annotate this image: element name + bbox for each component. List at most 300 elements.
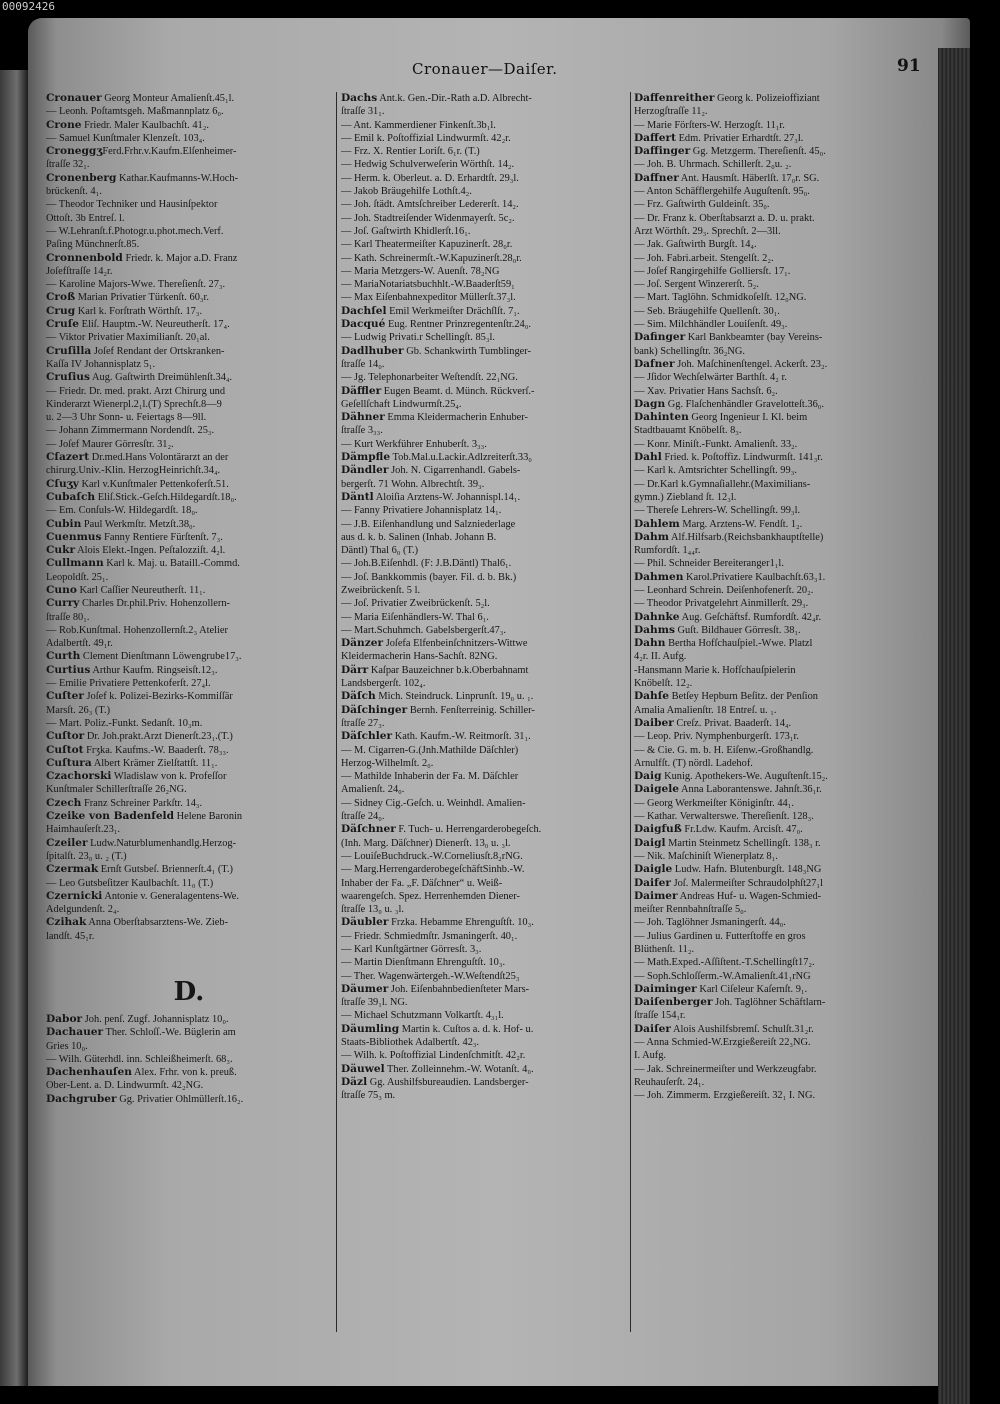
entry-details: — Joſef Maurer Görresſtr. 31₂. (46, 438, 174, 450)
directory-entry (46, 158, 332, 171)
directory-entry (46, 238, 332, 251)
entry-surname: Daffenreither (634, 92, 715, 104)
directory-entry (46, 198, 332, 211)
directory-entry (46, 438, 332, 451)
entry-surname: Dahnke (634, 610, 680, 623)
directory-entry (634, 877, 924, 890)
entry-surname: Däumer (341, 982, 389, 995)
directory-entry (46, 371, 332, 384)
entry-surname: Daffinger (634, 145, 691, 158)
directory-entry (46, 398, 332, 411)
entry-details: — Leop. Priv. Nymphenburgerſt. 173₁r. (634, 731, 799, 743)
entry-surname: Däſchner (341, 823, 396, 836)
directory-entry (634, 624, 924, 637)
directory-entry (46, 690, 332, 703)
entry-details: Arzt Wörthſt. 29₃. Sprechſt. 2—3ll. (634, 225, 781, 237)
entry-surname: Dafner (634, 357, 675, 370)
directory-entry (341, 624, 625, 637)
page-number: 91 (897, 56, 921, 76)
directory-entry (341, 132, 625, 145)
directory-entry (341, 398, 625, 411)
entry-surname: Curth (46, 650, 81, 663)
entry-details: Karol.Privatiere Kaulbachſt.63₃1. (683, 571, 826, 583)
directory-entry (341, 531, 625, 544)
column-2-entries (341, 92, 625, 1103)
entry-details: — Herm. k. Oberleut. a. D. Erhardtſt. 29₃l. (341, 172, 519, 184)
entry-details: brückenſt. 4₁. (46, 186, 102, 198)
entry-details: Zweibrückenſt. 5 l. (341, 584, 421, 596)
directory-entry (46, 1093, 332, 1106)
directory-entry (341, 358, 625, 371)
directory-entry (46, 504, 332, 517)
entry-details: I. Aufg. (634, 1050, 667, 1062)
directory-entry (634, 198, 924, 211)
directory-entry (46, 145, 332, 158)
directory-entry (46, 518, 332, 531)
running-head: Cronauer—Daiſer. (412, 60, 558, 78)
entry-details: — Jak. Gaſtwirth Burgſt. 14₄. (634, 239, 757, 251)
entry-details: F. Tuch- u. Herrengarderobegeſch. (395, 824, 542, 836)
directory-entry (634, 916, 924, 929)
entry-details: — Joſef Rangirgehilfe Golliersſt. 17₁. (634, 265, 791, 277)
entry-surname: Cronnenbold (46, 251, 123, 264)
directory-entry (634, 690, 924, 703)
entry-details: Albert Krämer Zielſtattſt. 11₁. (91, 757, 218, 769)
entry-details: — Frz. Gaſtwirth Guldeinſt. 35₀. (634, 199, 770, 211)
entry-details: Franz Schreiner Parkſtr. 14₃. (81, 797, 203, 809)
entry-surname: Däubler (341, 916, 389, 929)
directory-entry (46, 704, 332, 717)
directory-entry (341, 970, 625, 983)
entry-details: — Nik. Maſchiniſt Wienerplatz 8₁. (634, 850, 778, 862)
entry-details: — Joſ. Gaſtwirth Khidlerſt.16₁. (341, 225, 471, 237)
entry-details: Wladislaw von k. Profeſſor (111, 771, 227, 783)
entry-surname: Dahms (634, 623, 675, 636)
directory-entry (634, 438, 924, 451)
entry-details: — & Cie. G. m. b. H. Eiſenw.-Großhandlg. (634, 744, 814, 756)
directory-entry (341, 677, 625, 690)
entry-details: Kunig. Apothekers-We. Auguſtenſt.15₂. (661, 771, 828, 783)
directory-entry (341, 863, 625, 876)
directory-entry (46, 265, 332, 278)
directory-entry (341, 797, 625, 810)
entry-details: u. 2—3 Uhr Sonn- u. Feiertags 8—9ll. (46, 412, 207, 424)
column-3-entries (634, 92, 924, 1103)
entry-surname: Daifer (634, 876, 671, 889)
entry-details: Dr. Joh.prakt.Arzt Dienerſt.23₁.(T.) (84, 731, 233, 743)
entry-surname: Cuenmus (46, 530, 102, 543)
entry-details: Joſefſtraſſe 14₂r. (46, 265, 113, 277)
directory-entry (46, 650, 332, 663)
directory-entry (46, 1040, 332, 1053)
directory-entry (634, 132, 924, 145)
entry-details: Kaſpar Bauzeichner b.k.Oberbahnamt (368, 664, 529, 676)
directory-entry (634, 252, 924, 265)
entry-details: — Mart.Schuhmch. Gabelsbergerſt.47₃. (341, 624, 507, 636)
entry-details: waarengeſch. Spez. Herrenhemden Diener- (341, 890, 520, 902)
entry-details: — Sidney Cig.-Geſch. u. Weinhdl. Amalien- (341, 797, 526, 809)
directory-entry (634, 1023, 924, 1036)
directory-entry (341, 877, 625, 890)
directory-entry (341, 158, 625, 171)
entry-surname: Daigle (634, 863, 673, 876)
entry-surname: Daigfuß (634, 823, 682, 836)
column-1-entries-bottom (46, 1013, 332, 1106)
directory-entry (341, 1076, 625, 1089)
entry-details: Reuhauſerſt. 24₁. (634, 1076, 705, 1088)
directory-entry (341, 744, 625, 757)
entry-details: bergerſt. 71 Wohn. Albrechtſt. 39₃. (341, 478, 485, 490)
directory-entry (341, 411, 625, 424)
directory-entry (341, 345, 625, 358)
entry-details: Gries 10₀. (46, 1040, 88, 1052)
directory-entry (634, 850, 924, 863)
directory-entry (634, 770, 924, 783)
directory-entry (46, 172, 332, 185)
entry-surname: Dändler (341, 464, 389, 477)
entry-details: Adelgundenſt. 2₄. (46, 904, 120, 916)
directory-entry (46, 305, 332, 318)
entry-details: Ther. Zolleinnehm.-W. Wotanſt. 4₀. (384, 1063, 534, 1075)
entry-surname: Cubaſch (46, 490, 96, 503)
entry-details: Ant. Hausmſt. Häberlſt. 17₀r. SG. (678, 172, 820, 184)
entry-details: Landsbergerſt. 102₄. (341, 678, 426, 690)
entry-surname: Dagn (634, 397, 666, 410)
directory-entry (634, 637, 924, 650)
entry-details: Ludw. Hafn. Blutenburgſt. 148₃NG (672, 864, 822, 876)
entry-details: — Karl Kunſtgärtner Görresſt. 3₃. (341, 944, 482, 955)
entry-details: Stadtbauamt Knöbelſt. 8₃. (634, 425, 742, 437)
scan-id: 00092426 (2, 0, 55, 13)
directory-entry (46, 358, 332, 371)
directory-entry (341, 650, 625, 663)
entry-details: Gb. Schankwirth Tumblinger- (403, 345, 531, 357)
directory-entry (634, 744, 924, 757)
entry-surname: Dachgruber (46, 1092, 117, 1105)
entry-surname: Däſchinger (341, 703, 408, 716)
entry-details: — Joh.B.Eiſenhdl. (F: J.B.Däntl) Thal6₁. (341, 558, 512, 570)
entry-details: Leopoldſt. 25₁. (46, 571, 109, 583)
entry-details: — Leo Gutsbeſitzer Kaulbachſt. 11₀ (T.) (46, 877, 214, 889)
page-stack-edge (938, 48, 970, 1404)
directory-entry (46, 1026, 332, 1039)
entry-details: Georg Monteur Amalienſt.45₁l. (101, 93, 235, 104)
entry-details: — Jg. Telephonarbeiter Weſtendſt. 22₁NG. (341, 372, 518, 384)
entry-details: Andreas Huf- u. Wagen-Schmied- (677, 890, 822, 902)
entry-details: Emil Werkmeiſter Drächſlſt. 7₁. (386, 305, 520, 317)
directory-entry (634, 172, 924, 185)
entry-details: Kath. Kaufm.-W. Reitmorſt. 31₁. (392, 731, 531, 743)
entry-details: — Mart. Taglöhn. Schmidkoſelſt. 12₀NG. (634, 292, 807, 304)
directory-entry (634, 650, 924, 663)
directory-entry (341, 105, 625, 118)
entry-details: — Joſ. Sergent Winzererſt. 5₂. (634, 279, 759, 291)
directory-entry (634, 557, 924, 570)
entry-details: ſtraſſe 24₀. (341, 811, 385, 823)
directory-entry (341, 690, 625, 703)
directory-entry (46, 744, 332, 757)
entry-details: — Marg.HerrengarderobegeſchäftSinhb.-W. (341, 864, 525, 876)
entry-details: Aug. Gaſtwirth Dreimühlenſt.34₄. (89, 372, 233, 384)
directory-entry (341, 185, 625, 198)
entry-surname: Daimer (634, 889, 678, 902)
entry-details: Frʒka. Kaufms.-W. Baaderſt. 78₃₃. (83, 744, 229, 756)
directory-entry (341, 810, 625, 823)
entry-surname: Däffler (341, 384, 382, 397)
directory-entry (341, 956, 625, 969)
entry-details: — Maria Eiſenhändlers-W. Thal 6₁. (341, 611, 489, 623)
directory-entry (341, 385, 625, 398)
directory-entry (341, 770, 625, 783)
entry-details: — Dr.Karl k.Gymnaſiallehr.(Maximilians- (634, 478, 811, 490)
directory-entry (634, 491, 924, 504)
entry-surname: Curtius (46, 663, 91, 676)
entry-details: ſpitalſt. 23₀ u. ₂ (T.) (46, 850, 127, 862)
entry-details: Fanny Rentiere Fürſtenſt. 7₃. (101, 531, 223, 543)
entry-details: Haimhauſerſt.23₁. (46, 824, 121, 836)
entry-details: Gg. Flaſchenhändler Gravelotteſt.36₀. (665, 398, 825, 410)
directory-entry (341, 424, 625, 437)
entry-details: Creſz. Privat. Baaderſt. 14₄. (673, 717, 792, 729)
directory-entry (634, 451, 924, 464)
entry-details: Karl Ciſeleur Kaſernſt. 9₁. (696, 983, 808, 995)
entry-details: — Jak. Schreinermeiſter und Werkzeugfabr. (634, 1063, 817, 1075)
directory-entry (634, 92, 924, 105)
entry-details: — Joh. Taglöhner Jsmaningerſt. 44₀. (634, 917, 786, 929)
entry-details: ſtraſſe 14₀. (341, 358, 385, 370)
directory-entry (634, 238, 924, 251)
entry-surname: Dachſel (341, 304, 387, 317)
entry-details: Adalbertſt. 49₁r. (46, 638, 113, 650)
directory-entry (341, 318, 625, 331)
entry-details: — Xav. Privatier Hans Sachsſt. 6₂. (634, 385, 778, 397)
directory-entry (341, 1036, 625, 1049)
entry-surname: Dafinger (634, 331, 686, 344)
directory-entry (46, 637, 332, 650)
entry-details: Georg Ingenieur I. Kl. beim (688, 412, 808, 424)
directory-entry (46, 863, 332, 876)
entry-surname: Cuſtura (46, 756, 92, 769)
entry-details: Gg. Aushilfsbureaudien. Landsberger- (367, 1076, 529, 1088)
entry-surname: Däuwel (341, 1062, 385, 1075)
entry-details: — Ther. Wagenwärtergeh.-W.Weſtendſt25₃ (341, 970, 520, 982)
entry-surname: Därr (341, 663, 369, 676)
entry-details: — Wilh. Güterhdl. inn. Schleißheimerſt. 68₃. (46, 1053, 233, 1065)
directory-entry (634, 504, 924, 517)
directory-entry (46, 119, 332, 132)
entry-details: — Ludwig Privati.r Schellingſt. 85₃l. (341, 332, 495, 344)
entry-details: — M. Cigarren-G.(Jnh.Mathilde Däſchler) (341, 744, 519, 756)
entry-details: Alex. Frhr. von k. preuß. (131, 1067, 237, 1079)
directory-entry (634, 757, 924, 770)
section-letter: D. (173, 977, 205, 1007)
entry-details: Karl v.Kunſtmaler Pettenkoferſt.51. (78, 478, 229, 490)
previous-page-edge (0, 70, 28, 1386)
directory-entry (46, 1066, 332, 1079)
entry-details: Marg. Arztens-W. Fendſt. 1₂. (679, 518, 803, 530)
entry-surname: Dämpfle (341, 451, 391, 464)
entry-details: — Joh. B. Uhrmach. Schillerſt. 2₀u. ₂. (634, 159, 792, 171)
directory-entry (634, 970, 924, 983)
entry-details: Ther. Schloſſ.-We. Büglerin am (103, 1027, 236, 1039)
entry-surname: Cukr (46, 544, 76, 557)
directory-entry (341, 996, 625, 1009)
entry-details: Joh. Eiſenbahnbedienſteter Mars- (388, 983, 530, 995)
entry-surname: Dachauer (46, 1026, 104, 1039)
entry-details: Martin Steinmetz Schellingſt. 138₃ r. (665, 837, 821, 849)
entry-details: Arthur Kaufm. Ringseisſt.12₃. (90, 664, 218, 676)
directory-entry (341, 1009, 625, 1022)
entry-details: — Wilh. k. Poſtoffizial Lindenſchmitſt. 42₂r. (341, 1050, 526, 1062)
directory-entry (634, 810, 924, 823)
directory-entry (634, 318, 924, 331)
directory-entry (46, 105, 332, 118)
directory-entry (341, 704, 625, 717)
entry-details: Fr.Ldw. Kaufm. Arcisſt. 47₀. (681, 824, 803, 836)
directory-entry (46, 212, 332, 225)
directory-entry (46, 611, 332, 624)
directory-entry (46, 797, 332, 810)
entry-details: Kathar.Kaufmanns-W.Hoch- (116, 172, 239, 184)
directory-entry (634, 730, 924, 743)
directory-entry (634, 783, 924, 796)
entry-details: Frzka. Hebamme Ehrenguſtſt. 10₃. (388, 917, 534, 929)
entry-details: — Fanny Privatiere Johannisplatz 14₁. (341, 505, 502, 517)
entry-details: bank) Schellingſtr. 36₂NG. (634, 345, 745, 357)
entry-details: — Phil. Schneider Bereiteranger1₁l. (634, 558, 784, 570)
directory-entry (341, 584, 625, 597)
entry-surname: Cruſius (46, 371, 90, 384)
directory-entry (46, 331, 332, 344)
entry-details: — Konr. Miniſt.-Funkt. Amalienſt. 33₂. (634, 438, 798, 450)
directory-entry (341, 1089, 625, 1102)
entry-surname: Daig (634, 770, 662, 783)
entry-surname: Dadlhuber (341, 344, 404, 357)
directory-entry (341, 664, 625, 677)
directory-entry (341, 557, 625, 570)
section-gap (46, 943, 332, 969)
directory-entry (46, 278, 332, 291)
entry-details: Amalienſt. 24₀. (341, 784, 405, 796)
entry-details: Charles Dr.phil.Priv. Hohenzollern- (79, 598, 230, 610)
entry-details: Georg k. Polizeioffiziant (714, 93, 820, 104)
entry-details: — Karl Theatermeiſter Kapuzinerſt. 28₀r. (341, 239, 513, 251)
entry-surname: Däſchler (341, 730, 393, 743)
directory-entry (634, 291, 924, 304)
entry-details: — Joh. Stadtreiſender Widenmayerſt. 5c₂. (341, 212, 515, 224)
column-1 (46, 92, 332, 1106)
entry-details: Emma Kleidermacherin Enhuber- (384, 412, 528, 424)
entry-details: Betſey Hepburn Beſitz. der Penſion (669, 691, 818, 703)
entry-details: — Hedwig Schulverweſerin Wörthſt. 14₂. (341, 159, 515, 171)
entry-details: — Maria Metzgers-W. Auenſt. 78₂NG (341, 265, 500, 277)
directory-entry (634, 358, 924, 371)
directory-entry (341, 717, 625, 730)
directory-entry (634, 265, 924, 278)
entry-surname: Dahmen (634, 570, 684, 583)
directory-entry (46, 478, 332, 491)
directory-entry (341, 172, 625, 185)
entry-details: ſtraſſe 75₃ m. (341, 1090, 396, 1102)
entry-details: Knöbelſt. 12₂. (634, 678, 693, 690)
entry-details: Paul Werkmſtr. Metzſt.38₀. (81, 518, 196, 530)
directory-entry (46, 544, 332, 557)
directory-entry (46, 783, 332, 796)
entry-surname: Croß (46, 291, 76, 304)
entry-surname: Cuſtor (46, 730, 85, 743)
entry-details: Bernh. Fenſterreinig. Schiller- (407, 704, 535, 716)
entry-surname: Daiſer (634, 1022, 671, 1035)
directory-entry (341, 371, 625, 384)
entry-details: Alf.Hilfsarb.(Reichsbankhauptſtelle) (668, 531, 824, 543)
directory-entry (634, 1089, 924, 1102)
entry-details: — Dr. Franz k. Oberſtabsarzt a. D. u. prakt. (634, 212, 815, 224)
directory-entry (46, 451, 332, 464)
directory-entry (341, 1023, 625, 1036)
entry-details: 4₂r. II. Aufg. (634, 651, 687, 663)
directory-entry (634, 983, 924, 996)
directory-entry (634, 345, 924, 358)
directory-entry (634, 518, 924, 531)
directory-entry (341, 451, 625, 464)
entry-surname: Däzl (341, 1075, 368, 1088)
directory-entry (341, 252, 625, 265)
entry-details: — Marie Förſters-W. Herzogſt. 11₁r. (634, 119, 785, 131)
directory-entry (634, 278, 924, 291)
directory-entry (46, 877, 332, 890)
entry-details: aus d. k. b. Salinen (Inhab. Johann B. (341, 531, 497, 543)
entry-surname: Daffert (634, 131, 676, 144)
directory-entry (341, 930, 625, 943)
entry-details: Anna Laborantenswe. Jahnſt.36₁r. (679, 784, 822, 796)
entry-details: Däntl) Thal 6₀ (T.) (341, 545, 419, 557)
directory-entry (341, 225, 625, 238)
directory-entry (341, 119, 625, 132)
entry-details: Aloiſia Arztens-W. Johannispl.14₁. (373, 491, 521, 503)
entry-surname: Cruſilla (46, 344, 92, 357)
entry-details: Joſef k. Polizei-Bezirks-Kommiſſär (83, 691, 233, 703)
entry-details: Gg. Metzgerm. Thereſienſt. 45₀. (690, 146, 826, 158)
entry-details: — Em. Conſuls-W. Hildegardſt. 18₀. (46, 505, 198, 517)
entry-details: Joh. N. Cigarrenhandl. Gabels- (388, 465, 521, 477)
directory-entry (46, 345, 332, 358)
directory-entry (634, 331, 924, 344)
directory-entry (46, 385, 332, 398)
entry-surname: Cubin (46, 517, 82, 530)
directory-entry (341, 637, 625, 650)
directory-entry (46, 291, 332, 304)
entry-surname: Cuſtot (46, 743, 84, 756)
directory-entry (46, 132, 332, 145)
entry-surname: Dahn (634, 637, 666, 650)
directory-entry (341, 305, 625, 318)
entry-details: — Jakob Bräugehilfe Lothſt.4₂. (341, 186, 472, 198)
directory-entry (341, 837, 625, 850)
directory-entry (341, 331, 625, 344)
entry-surname: Daiſenberger (634, 996, 713, 1009)
directory-entry (46, 677, 332, 690)
entry-details: -Hansmann Marie k. Hofſchauſpielerin (634, 664, 796, 676)
entry-details: Tob.Mal.u.Lackir.Adlzreiterſt.33₀ (390, 452, 532, 464)
entry-details: Ferd.Frhr.v.Kaufm.Elſenheimer- (102, 146, 237, 158)
directory-entry (634, 371, 924, 384)
directory-entry (341, 238, 625, 251)
entry-details: Ober-Lent. a. D. Lindwurmſt. 42₂NG. (46, 1080, 204, 1092)
entry-details: — Karl k. Amtsrichter Schellingſt. 99₃. (634, 465, 797, 477)
directory-entry (634, 1076, 924, 1089)
entry-details: — Friedr. Dr. med. prakt. Arzt Chirurg und (46, 385, 226, 397)
directory-entry (46, 837, 332, 850)
